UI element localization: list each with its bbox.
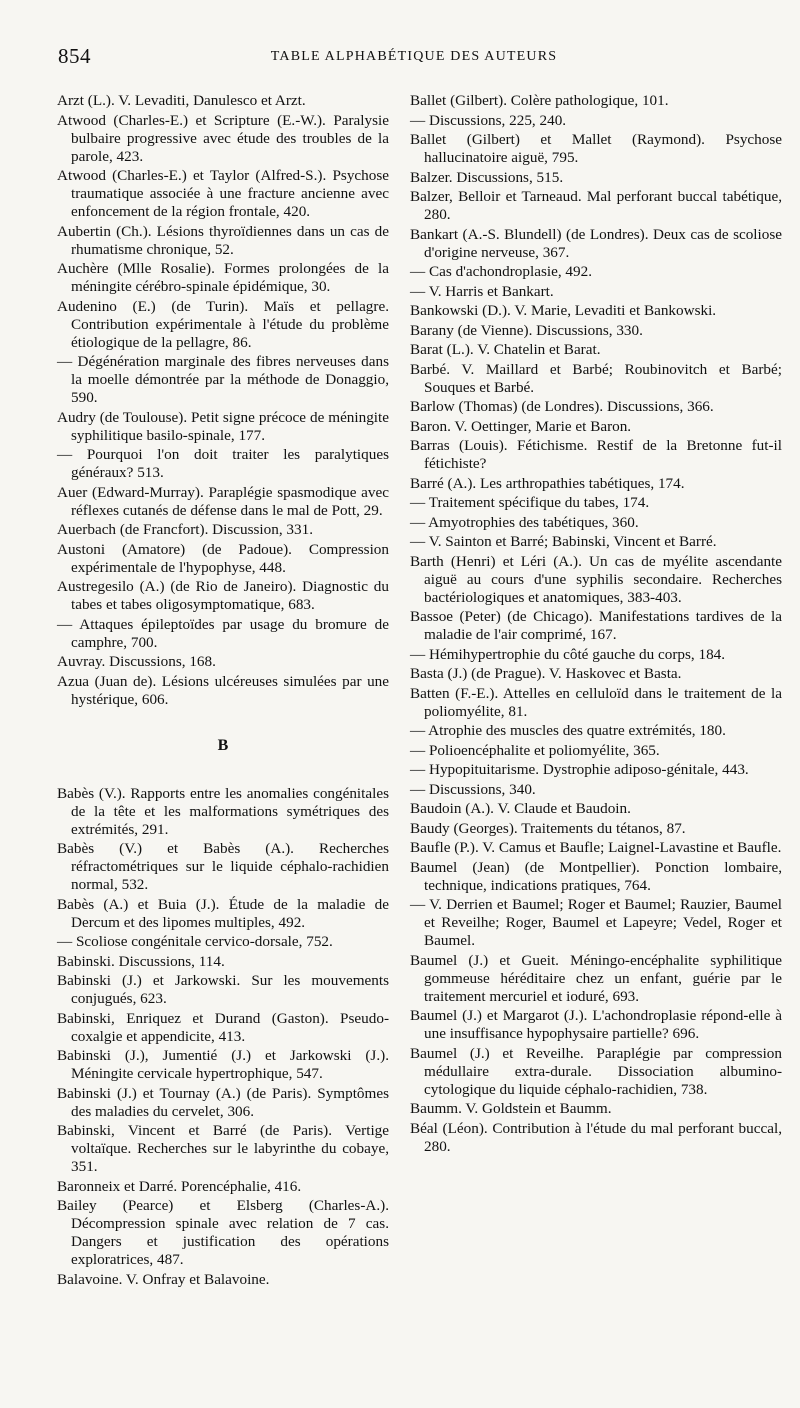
index-entry: Babinski. Discussions, 114. <box>57 952 225 970</box>
index-entry: — Attaques épileptoïdes par usage du bromure de camphre, 700. <box>57 615 389 651</box>
right-column <box>410 92 782 1157</box>
index-entry: — V. Harris et Bankart. <box>410 282 554 300</box>
index-entry: Béal (Léon). Contribution à l'étude du mal perforant buccal, 280. <box>410 1119 782 1155</box>
index-entry: Barlow (Thomas) (de Londres). Discussions, 366. <box>410 398 714 415</box>
index-entry: Baumel (J.) et Reveilhe. Paraplégie par compression médullaire extra-durale. Dissociation albumino-cytologique du liquide céphalo-rachidien, 738. <box>410 1044 782 1098</box>
index-entry: Baudoin (A.). V. Claude et Baudoin. <box>410 800 631 817</box>
index-entry: Auerbach (de Francfort). Discussion, 331. <box>57 521 314 538</box>
index-entry: Balzer, Belloir et Tarneaud. Mal perforant buccal tabétique, 280. <box>410 188 782 223</box>
section-letter-b: B <box>217 736 229 754</box>
index-entry: Barré (A.). Les arthropathies tabétiques, 174. <box>410 474 685 492</box>
index-entry: — Hémihypertrophie du côté gauche du corps, 184. <box>410 645 726 663</box>
entries-section-b <box>57 785 389 1289</box>
index-entry: Baron. V. Oettinger, Marie et Baron. <box>410 417 632 435</box>
index-entry: Babinski (J.), Jumentié (J.) et Jarkowski (J.). Méningite cervicale hypertrophique, 547. <box>57 1047 389 1082</box>
index-entry: — Amyotrophies des tabétiques, 360. <box>410 513 639 531</box>
index-entry: — Cas d'achondroplasie, 492. <box>410 263 592 280</box>
index-entry: — Polioencéphalite et poliomyélite, 365. <box>410 741 660 759</box>
index-entry: Auer (Edward-Murray). Paraplégie spasmodique avec réflexes cutanés de défense dans le mal de Pott, 29. <box>57 483 389 519</box>
index-entry: Balzer. Discussions, 515. <box>410 168 564 186</box>
index-entry: — Traitement spécifique du tabes, 174. <box>410 494 650 511</box>
index-entry: — Discussions, 340. <box>410 780 536 798</box>
index-entry: Austregesilo (A.) (de Rio de Janeiro). Diagnostic du tabes et tabes oligosymptomatique, 683. <box>57 578 389 613</box>
index-entry: Aubertin (Ch.). Lésions thyroïdiennes dans un cas de rhumatisme chronique, 52. <box>57 222 389 258</box>
index-entry: Babès (V.) et Babès (A.). Recherches réfractométriques sur le liquide céphalo-rachidien normal, 532. <box>57 840 389 893</box>
index-entry: Baumm. V. Goldstein et Baumm. <box>410 1100 612 1117</box>
index-entry: Barany (de Vienne). Discussions, 330. <box>410 321 643 339</box>
index-entry: — Discussions, 225, 240. <box>410 111 567 129</box>
index-entry: Baumel (J.) et Margarot (J.). L'achondroplasie répond-elle à une insuffisance hypophysaire partielle? 696. <box>410 1007 782 1042</box>
index-entry: Austoni (Amatore) (de Padoue). Compression expérimentale de l'hypophyse, 448. <box>57 540 389 576</box>
index-entry: Balavoine. V. Onfray et Balavoine. <box>57 1270 270 1288</box>
index-entry: Baudy (Georges). Traitements du tétanos, 87. <box>410 819 686 837</box>
index-entry: Bailey (Pearce) et Elsberg (Charles-A.). Décompression spinale avec relation de 7 cas. Dangers et justification des opérations exploratrices, 487. <box>57 1197 389 1268</box>
index-entry: Baufle (P.). V. Camus et Baufle; Laignel-Lavastine et Baufle. <box>410 839 782 856</box>
index-entry: — Hypopituitarisme. Dystrophie adiposo-génitale, 443. <box>410 761 749 778</box>
index-entry: Arzt (L.). V. Levaditi, Danulesco et Arzt. <box>57 92 306 109</box>
index-entry: Baronneix et Darré. Porencéphalie, 416. <box>57 1177 302 1195</box>
index-entry: Barat (L.). V. Chatelin et Barat. <box>410 341 601 358</box>
index-entry: Audenino (E.) (de Turin). Maïs et pellagre. Contribution expérimentale à l'étude du problème étiologique de la pellagre, 86. <box>57 297 389 351</box>
index-entry: Babinski, Vincent et Barré (de Paris). Vertige voltaïque. Recherches sur le labyrinthe du cobaye, 351. <box>57 1122 389 1175</box>
index-entry: Baumel (J.) et Gueit. Méningo-encéphalite syphilitique gommeuse héréditaire chez un enfant, guérie par le traitement mercuriel et ioduré, 693. <box>410 951 782 1005</box>
running-title: TABLE ALPHABÉTIQUE DES AUTEURS <box>270 49 558 64</box>
index-entry: Barras (Louis). Fétichisme. Restif de la Bretonne fut-il fétichiste? <box>410 437 782 472</box>
index-entry: — Atrophie des muscles des quatre extrémités, 180. <box>410 722 726 739</box>
left-column <box>57 92 389 1290</box>
index-entry: — Scoliose congénitale cervico-dorsale, 752. <box>57 933 333 950</box>
page-number: 854 <box>58 44 91 68</box>
index-entry: Azua (Juan de). Lésions ulcéreuses simulées par une hystérique, 606. <box>57 672 389 708</box>
page-header <box>58 44 770 74</box>
entries-section-a <box>57 92 389 709</box>
index-entry: Atwood (Charles-E.) et Taylor (Alfred-S.). Psychose traumatique associée à une fracture ancienne avec enfoncement de la région frontale, 420. <box>57 167 389 220</box>
index-entry: Batten (F.-E.). Attelles en celluloïd dans le traitement de la poliomyélite, 81. <box>410 684 782 720</box>
entries-right <box>410 92 782 1156</box>
index-entry: — V. Sainton et Barré; Babinski, Vincent et Barré. <box>410 533 717 550</box>
index-entry: Bankowski (D.). V. Marie, Levaditi et Bankowski. <box>410 302 717 319</box>
index-entry: Ballet (Gilbert) et Mallet (Raymond). Psychose hallucinatoire aiguë, 795. <box>410 131 782 166</box>
index-entry: Babès (V.). Rapports entre les anomalies congénitales de la tête et les malformations symétriques des extrémités, 291. <box>57 784 389 838</box>
index-entry: — Dégénération marginale des fibres nerveuses dans la moelle démontrée par la méthode de Donaggio, 590. <box>57 353 389 406</box>
index-entry: Ballet (Gilbert). Colère pathologique, 101. <box>410 92 669 109</box>
index-entry: Auvray. Discussions, 168. <box>57 653 216 670</box>
index-entry: Barth (Henri) et Léri (A.). Un cas de myélite ascendante aiguë au cours d'une syphilis secondaire. Recherches bactériologiques et anatomiques, 383-403. <box>410 552 782 606</box>
index-entry: Bassoe (Peter) (de Chicago). Manifestations tardives de la maladie de l'air comprimé, 167. <box>410 608 782 643</box>
index-entry: — V. Derrien et Baumel; Roger et Baumel; Rauzier, Baumel et Reveilhe; Roger, Baumel et Lapeyre; Vedel, Roger et Baumel. <box>410 896 782 949</box>
index-entry: Auchère (Mlle Rosalie). Formes prolongées de la méningite cérébro-spinale épidémique, 30. <box>57 260 389 295</box>
index-entry: Audry (de Toulouse). Petit signe précoce de méningite syphilitique basilo-spinale, 177. <box>57 408 389 444</box>
index-entry: Babinski (J.) et Tournay (A.) (de Paris). Symptômes des maladies du cervelet, 306. <box>57 1084 389 1120</box>
index-entry: Babès (A.) et Buia (J.). Étude de la maladie de Dercum et des lipomes multiples, 492. <box>57 895 389 931</box>
index-entry: Babinski (J.) et Jarkowski. Sur les mouvements conjugués, 623. <box>57 972 389 1007</box>
index-entry: Baumel (Jean) (de Montpellier). Ponction lombaire, technique, indications pratiques, 764. <box>410 858 782 894</box>
index-entry: — Pourquoi l'on doit traiter les paralytiques généraux? 513. <box>57 446 389 481</box>
index-entry: Barbé. V. Maillard et Barbé; Roubinovitch et Barbé; Souques et Barbé. <box>410 360 782 396</box>
index-entry: Babinski, Enriquez et Durand (Gaston). Pseudo-coxalgie et appendicite, 413. <box>57 1009 389 1045</box>
index-entry: Bankart (A.-S. Blundell) (de Londres). Deux cas de scoliose d'origine nerveuse, 367. <box>410 225 782 261</box>
index-entry: Atwood (Charles-E.) et Scripture (E.-W.). Paralysie bulbaire progressive avec étude des troubles de la parole, 423. <box>57 111 389 165</box>
index-entry: Basta (J.) (de Prague). V. Haskovec et Basta. <box>410 665 682 682</box>
